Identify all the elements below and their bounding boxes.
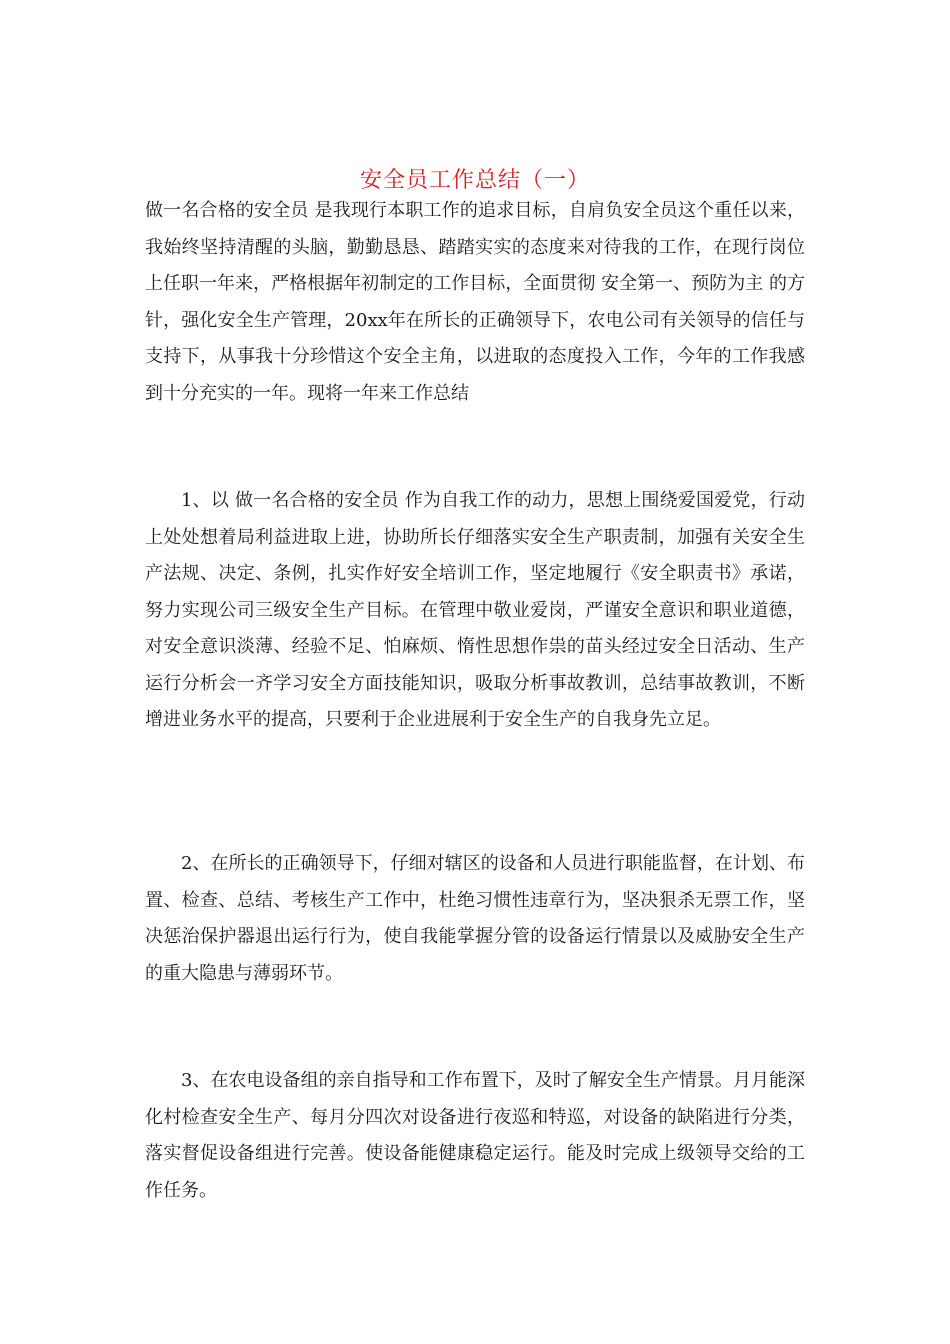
paragraph-1: 1、以 做一名合格的安全员 作为自我工作的动力，思想上围绕爱国爱党，行动上处处想着局利益进取上进，协助所长仔细落实安全生产职责制，加强有关安全生产法规、决定、条例，扎实作好安全培训工作，坚定地履行《安全职责书》承诺，努力实现公司三级安全生产目标。在管理中敬业爱岗，严谨安全意识和职业道德，对安全意识淡薄、经验不足、怕麻烦、惰性思想作祟的苗头经过安全日活动、生产运行分析会一齐学习安全方面技能知识，吸取分析事故教训，总结事故教训，不断增进业务水平的提高，只要利于企业进展利于安全生产的自我身先立足。 xyxy=(145,490,805,730)
paragraph-2: 2、在所长的正确领导下，仔细对辖区的设备和人员进行职能监督，在计划、布置、检查、总结、考核生产工作中，杜绝习惯性违章行为，坚决狠杀无票工作，坚决惩治保护器退出运行行为，使自我能掌握分管的设备运行情景以及威胁安全生产的重大隐患与薄弱环节。 xyxy=(145,853,805,984)
intro-paragraph: 做一名合格的安全员 是我现行本职工作的追求目标，自肩负安全员这个重任以来，我始终坚持清醒的头脑，勤勤恳恳、踏踏实实的态度来对待我的工作，在现行岗位上任职一年来，严格根据年初制定的工作目标，全面贯彻 安全第一、预防为主 的方针，强化安全生产管理，20xx年在所长的正确领导下，农电公司有关领导的信任与支持下，从事我十分珍惜这个安全主角，以进取的态度投入工作，今年的工作我感到十分充实的一年。现将一年来工作总结 xyxy=(145,200,805,404)
document-title: 安全员工作总结（一） xyxy=(359,167,590,193)
paragraph-3: 3、在农电设备组的亲自指导和工作布置下，及时了解安全生产情景。月月能深化村检查安全生产、每月分四次对设备进行夜巡和特巡，对设备的缺陷进行分类，落实督促设备组进行完善。使设备能健康稳定运行。能及时完成上级领导交给的工作任务。 xyxy=(145,1070,805,1201)
